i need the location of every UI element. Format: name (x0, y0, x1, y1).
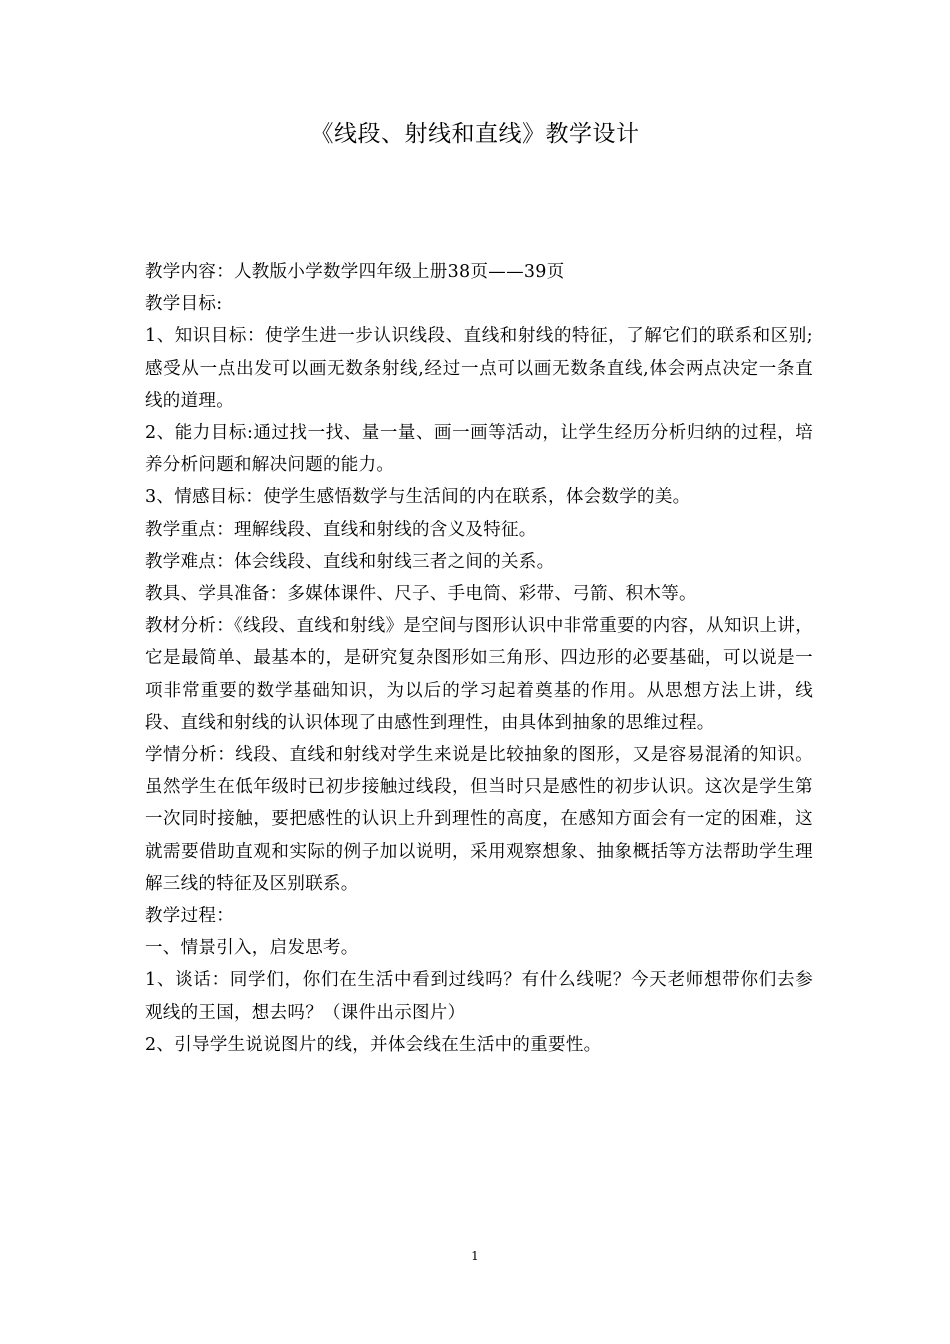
paragraph-step-one: 1、谈话：同学们，你们在生活中看到过线吗？有什么线呢？今天老师想带你们去参观线的王国，想去吗？（课件出示图片） (145, 970, 813, 1023)
paragraph-knowledge-goal: 1、知识目标：使学生进一步认识线段、直线和射线的特征，了解它们的联系和区别;感受从一点出发可以画无数条射线,经过一点可以画无数条直线,体会两点决定一条直线的道理。 (145, 326, 813, 411)
document-body (145, 256, 813, 1061)
page-number: 1 (471, 1249, 479, 1263)
paragraph-ability-goal: 2、能力目标:通过找一找、量一量、画一画等活动，让学生经历分析归纳的过程，培养分析问题和解决问题的能力。 (145, 423, 813, 476)
paragraph-textbook-analysis: 教材分析：《线段、直线和射线》是空间与图形认识中非常重要的内容，从知识上讲，它是最简单、最基本的，是研究复杂图形如三角形、四边形的必要基础，可以说是一项非常重要的数学基础知识，为以后的学习起着奠基的作用。从思想方法上讲，线段、直线和射线的认识体现了由感性到理性，由具体到抽象的思维过程。 (145, 616, 813, 733)
paragraph-teaching-content: 教学内容：人教版小学数学四年级上册38页——39页 (145, 262, 565, 282)
paragraph-step-two: 2、引导学生说说图片的线，并体会线在生活中的重要性。 (145, 1034, 602, 1055)
paragraph-materials: 教具、学具准备：多媒体课件、尺子、手电筒、彩带、弓箭、积木等。 (145, 584, 697, 605)
paragraph-difficult-point: 教学难点：体会线段、直线和射线三者之间的关系。 (145, 551, 555, 572)
page-title: 《线段、射线和直线》教学设计 (310, 121, 640, 147)
paragraph-teaching-goals-heading: 教学目标: (145, 294, 223, 315)
paragraph-section-one: 一、情景引入，启发思考。 (145, 938, 359, 959)
paragraph-process-heading: 教学过程： (145, 906, 234, 927)
paragraph-emotion-goal: 3、情感目标：使学生感悟数学与生活间的内在联系，体会数学的美。 (145, 487, 691, 508)
paragraph-key-point: 教学重点：理解线段、直线和射线的含义及特征。 (145, 519, 537, 540)
paragraph-student-analysis: 学情分析：线段、直线和射线对学生来说是比较抽象的图形，又是容易混淆的知识。虽然学生在低年级时已初步接触过线段，但当时只是感性的初步认识。这次是学生第一次同时接触，要把感性的认识上升到理性的高度，在感知方面会有一定的困难，这就需要借助直观和实际的例子加以说明，采用观察想象、抽象概括等方法帮助学生理解三线的特征及区别联系。 (145, 745, 813, 894)
